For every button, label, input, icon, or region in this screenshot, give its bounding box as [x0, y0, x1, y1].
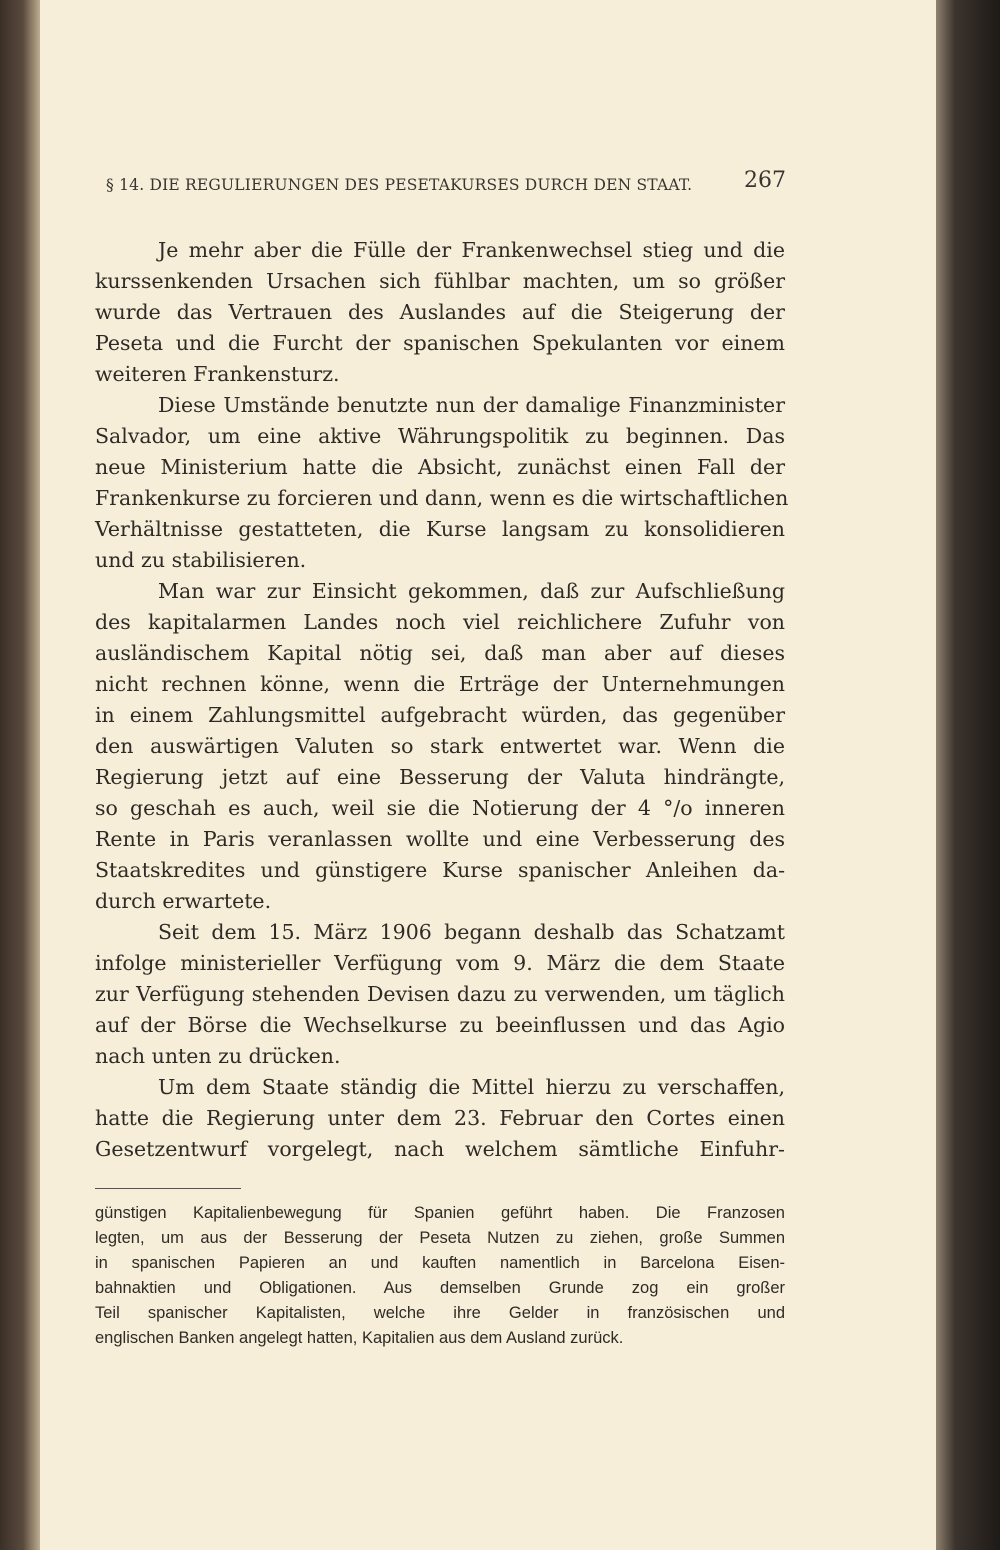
text-line: und zu stabilisieren.	[95, 548, 307, 572]
text-line: wurde das Vertrauen des Auslandes auf die Steigerung der	[95, 300, 785, 324]
text-line: durch erwartete.	[95, 889, 272, 913]
footnote-line: bahnaktien und Obligationen. Aus demselben Grunde zog ein großer	[95, 1279, 785, 1297]
text-line: auf der Börse die Wechselkurse zu beeinflussen und das Agio	[95, 1013, 785, 1037]
page-number: 267	[744, 168, 786, 193]
text-line: in einem Zahlungsmittel aufgebracht würden, das gegenüber	[95, 703, 785, 727]
text-line: Gesetzentwurf vorgelegt, nach welchem sämtliche Einfuhr-	[95, 1137, 785, 1161]
footnote-divider	[95, 1188, 241, 1189]
text-line: den auswärtigen Valuten so stark entwertet war. Wenn die	[95, 734, 785, 758]
text-line: so geschah es auch, weil sie die Notierung der 4 °/o inneren	[95, 796, 785, 820]
book-fore-edge	[936, 0, 1000, 1550]
text-line: weiteren Frankensturz.	[95, 362, 340, 386]
text-line: zur Verfügung stehenden Devisen dazu zu verwenden, um täglich	[95, 982, 785, 1006]
text-line: kurssenkenden Ursachen sich fühlbar machten, um so größer	[95, 269, 785, 293]
text-line: Staatskredites und günstigere Kurse spanischer Anleihen da-	[95, 858, 785, 882]
running-header: § 14. DIE REGULIERUNGEN DES PESETAKURSES DURCH DEN STAAT.	[106, 176, 693, 194]
text-line: Peseta und die Furcht der spanischen Spekulanten vor einem	[95, 331, 785, 355]
text-line: nicht rechnen könne, wenn die Erträge der Unternehmungen	[95, 672, 785, 696]
paragraph-first-line: Je mehr aber die Fülle der Frankenwechsel stieg und die	[158, 238, 785, 262]
text-line: Frankenkurse zu forcieren und dann, wenn es die wirtschaftlichen	[95, 486, 789, 510]
text-line: infolge ministerieller Verfügung vom 9. März die dem Staate	[95, 951, 785, 975]
footnote-line: günstigen Kapitalienbewegung für Spanien geführt haben. Die Franzosen	[95, 1204, 785, 1222]
footnote-line: in spanischen Papieren an und kauften namentlich in Barcelona Eisen-	[95, 1254, 785, 1272]
paragraph-first-line: Seit dem 15. März 1906 begann deshalb das Schatzamt	[158, 920, 785, 944]
text-line: Regierung jetzt auf eine Besserung der Valuta hindrängte,	[95, 765, 785, 789]
text-line: hatte die Regierung unter dem 23. Februar den Cortes einen	[95, 1106, 785, 1130]
paragraph-first-line: Man war zur Einsicht gekommen, daß zur Aufschließung	[158, 579, 785, 603]
paragraph-first-line: Diese Umstände benutzte nun der damalige Finanzminister	[158, 393, 785, 417]
book-gutter-edge	[0, 0, 42, 1550]
text-line: Rente in Paris veranlassen wollte und eine Verbesserung des	[95, 827, 785, 851]
text-line: Salvador, um eine aktive Währungspolitik zu beginnen. Das	[95, 424, 785, 448]
footnote-line: englischen Banken angelegt hatten, Kapitalien aus dem Ausland zurück.	[95, 1329, 624, 1347]
text-line: des kapitalarmen Landes noch viel reichlichere Zufuhr von	[95, 610, 785, 634]
text-line: ausländischem Kapital nötig sei, daß man aber auf dieses	[95, 641, 785, 665]
text-line: Verhältnisse gestatteten, die Kurse langsam zu konsolidieren	[95, 517, 785, 541]
text-line: nach unten zu drücken.	[95, 1044, 341, 1068]
paragraph-first-line: Um dem Staate ständig die Mittel hierzu zu verschaffen,	[158, 1075, 785, 1099]
footnote-line: Teil spanischer Kapitalisten, welche ihre Gelder in französischen und	[95, 1304, 785, 1322]
text-line: neue Ministerium hatte die Absicht, zunächst einen Fall der	[95, 455, 785, 479]
footnote-line: legten, um aus der Besserung der Peseta Nutzen zu ziehen, große Summen	[95, 1229, 785, 1247]
